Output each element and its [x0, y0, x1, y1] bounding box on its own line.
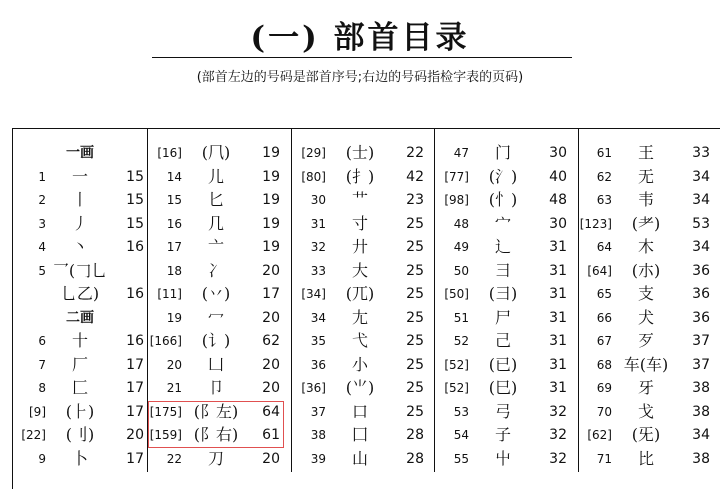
radical-char: (阝右) [193, 425, 239, 444]
page-number: 25 [406, 286, 424, 302]
page-number: 28 [406, 427, 424, 443]
radical-number: 20 [166, 357, 182, 372]
radical-number: [77] [444, 169, 469, 184]
radical-row [580, 142, 714, 164]
radical-char: 小 [351, 354, 368, 374]
radical-number: [29] [301, 146, 326, 160]
radical-number: 33 [310, 263, 326, 278]
page-number: 62 [262, 333, 280, 349]
radical-row [14, 448, 148, 470]
page-number: 38 [692, 403, 710, 420]
radical-char: 犬 [637, 307, 654, 327]
radical-char: 口 [351, 401, 368, 421]
radical-char: 牙 [637, 378, 654, 397]
radical-number: 37 [310, 404, 326, 419]
radical-number: 17 [166, 240, 182, 254]
page-number: 28 [406, 450, 424, 467]
radical-char: 卜 [71, 448, 88, 468]
radical-row [294, 166, 428, 188]
radical-row [14, 236, 148, 258]
radical-char: (⺇) [201, 143, 231, 162]
page-number: 17 [126, 450, 144, 467]
radical-row [150, 142, 284, 164]
radical-number: [9] [29, 404, 46, 419]
radical-number: [22] [21, 428, 46, 442]
radical-number: 6 [38, 334, 46, 348]
radical-char: (⺌) [345, 378, 375, 397]
radical-number: 16 [166, 216, 182, 231]
radical-number: 70 [596, 404, 612, 419]
radical-row [580, 330, 714, 352]
page-number: 25 [406, 239, 424, 255]
radical-row [150, 448, 284, 470]
radical-char: (朩) [631, 260, 661, 280]
radical-row [437, 448, 571, 470]
radical-number: 32 [310, 240, 326, 254]
radical-row [437, 283, 571, 305]
page-number: 25 [406, 356, 424, 373]
radical-row [150, 189, 284, 211]
radical-number: 49 [453, 240, 469, 254]
radical-row [294, 354, 428, 376]
radical-char: 冖 [207, 307, 224, 327]
radical-row [437, 236, 571, 258]
radical-char: 支 [637, 284, 654, 303]
radical-char: 凵 [207, 354, 224, 374]
radical-char: (巳) [488, 378, 518, 397]
radical-row [437, 401, 571, 423]
page-number: 31 [549, 333, 567, 349]
radical-row [294, 283, 428, 305]
page-number: 37 [692, 333, 710, 349]
stroke-count-label: 二画 [66, 309, 94, 326]
radical-number: [34] [301, 287, 326, 301]
radical-row [580, 166, 714, 188]
page-number: 42 [406, 168, 424, 185]
page-number: 17 [126, 380, 144, 396]
page-number: 32 [549, 403, 567, 420]
radical-number: 54 [453, 428, 469, 442]
radical-number: 1 [38, 169, 46, 184]
radical-char: (⺊) [65, 401, 95, 421]
radical-number: 30 [310, 193, 326, 207]
radical-char: 彐 [494, 260, 511, 280]
page-title: (一) 部首目录 [250, 20, 470, 56]
page-number: 31 [549, 286, 567, 302]
radical-number: 62 [596, 169, 612, 184]
radical-char: 屮 [494, 448, 511, 468]
radical-number: 31 [310, 216, 326, 231]
radical-number: 48 [453, 216, 469, 231]
radical-number: [16] [157, 146, 182, 160]
page-number: 19 [262, 145, 280, 161]
radical-number: 21 [166, 381, 182, 395]
radical-row [294, 189, 428, 211]
radical-row [437, 354, 571, 376]
radical-char: 韦 [637, 190, 654, 209]
radical-number: [52] [444, 357, 469, 372]
radical-char: 冫 [207, 260, 224, 280]
page-number: 32 [549, 427, 567, 443]
radical-number: 68 [596, 357, 612, 372]
radical-row [437, 213, 571, 235]
radical-char: 大 [351, 260, 368, 280]
radical-char: 木 [637, 237, 654, 256]
radical-row [150, 377, 284, 399]
radical-char: (丷) [201, 284, 231, 303]
page-number: 16 [126, 239, 144, 255]
radical-row [437, 189, 571, 211]
radical-row [294, 401, 428, 423]
radical-char: 几 [207, 213, 224, 233]
radical-number: [52] [444, 381, 469, 395]
radical-row [14, 377, 148, 399]
radical-number: [159] [149, 428, 182, 442]
radical-row [437, 424, 571, 446]
page-number: 20 [262, 309, 280, 326]
radical-char: 车(⻋) [623, 354, 669, 374]
page-number: 48 [549, 192, 567, 208]
page-number: 17 [126, 356, 144, 373]
stroke-count-heading [14, 142, 148, 164]
radical-row [580, 307, 714, 329]
page-number: 25 [406, 333, 424, 349]
radical-char: (讠) [201, 331, 231, 350]
radical-number: 18 [166, 263, 182, 278]
radical-char: 王 [637, 143, 654, 162]
radical-char: 乚乙) [60, 284, 100, 303]
radical-number: 64 [596, 240, 612, 254]
radical-char: 刀 [207, 448, 224, 468]
radical-number: 39 [310, 451, 326, 466]
radical-char: 丿 [71, 213, 88, 233]
radical-char: 戈 [637, 401, 654, 421]
radical-char: (⺕) [488, 284, 518, 303]
radical-row [580, 377, 714, 399]
radical-char: (已) [488, 354, 518, 374]
page-number: 15 [126, 168, 144, 185]
page-subtitle: (部首左边的号码是部首序号;右边的号码指检字表的页码) [196, 70, 524, 85]
page-number: 38 [692, 450, 710, 467]
radical-row [150, 354, 284, 376]
page-number: 30 [549, 215, 567, 232]
page-number: 64 [262, 403, 280, 420]
radical-row [580, 213, 714, 235]
radical-number: 2 [38, 193, 46, 207]
radical-number: 19 [166, 310, 182, 325]
radical-row [580, 401, 714, 423]
page-number: 31 [549, 356, 567, 373]
radical-row [14, 424, 148, 446]
page-number: 36 [692, 262, 710, 279]
radical-row [294, 213, 428, 235]
radical-char: 尢 [351, 307, 368, 327]
radical-char: 山 [351, 448, 368, 468]
radical-char: 尸 [494, 307, 511, 327]
radical-char: 廾 [351, 237, 368, 256]
page-number: 15 [126, 192, 144, 208]
page-number: 20 [262, 262, 280, 279]
radical-row [14, 401, 148, 423]
radical-number: 3 [38, 216, 46, 231]
page-number: 36 [692, 286, 710, 302]
radical-row [437, 142, 571, 164]
page-number: 31 [549, 309, 567, 326]
radical-number: [11] [157, 287, 182, 301]
radical-row [437, 166, 571, 188]
page-number: 25 [406, 309, 424, 326]
radical-number: 15 [166, 193, 182, 207]
radical-number: 71 [596, 451, 612, 466]
radical-number: 9 [38, 451, 46, 466]
radical-row [437, 307, 571, 329]
radical-row [580, 283, 714, 305]
page-number: 38 [692, 380, 710, 396]
page-number: 36 [692, 309, 710, 326]
radical-row [150, 283, 284, 305]
radical-row [14, 189, 148, 211]
page-number: 20 [126, 427, 144, 443]
radical-number: 53 [453, 404, 469, 419]
radical-number: [175] [149, 404, 182, 419]
page-number: 20 [262, 356, 280, 373]
page-number: 31 [549, 380, 567, 396]
page-number: 16 [126, 286, 144, 302]
radical-row [294, 307, 428, 329]
radical-number: 5 [38, 263, 46, 278]
radical-row [580, 260, 714, 282]
page-number: 19 [262, 192, 280, 208]
radical-char: (忄) [488, 190, 518, 209]
radical-char: 一 [71, 166, 88, 186]
page-number: 53 [692, 215, 710, 232]
radical-char: 无 [637, 166, 654, 186]
radical-row [580, 189, 714, 211]
radical-char: 比 [637, 448, 654, 468]
radical-char: 丨 [71, 190, 88, 209]
page-number: 15 [126, 215, 144, 232]
radical-number: 8 [38, 381, 46, 395]
page-number: 61 [262, 427, 280, 443]
page-number: 40 [549, 168, 567, 185]
radical-char: 匕 [207, 190, 224, 209]
radical-row [437, 377, 571, 399]
highlight-box [148, 401, 284, 448]
radical-char: (刂) [65, 425, 95, 444]
radical-char: 宀 [494, 213, 511, 233]
page-number: 16 [126, 333, 144, 349]
radical-number: 55 [453, 451, 469, 466]
radical-row [14, 166, 148, 188]
radical-char: 厂 [71, 354, 88, 374]
radical-row [14, 330, 148, 352]
radical-char: 匚 [71, 378, 88, 397]
page-number: 30 [549, 145, 567, 161]
radical-number: 14 [166, 169, 182, 184]
stroke-count-label: 一画 [66, 145, 94, 161]
radical-char: (⺹) [631, 213, 661, 233]
page-number: 25 [406, 380, 424, 396]
radical-number: [166] [149, 334, 182, 348]
page-number: 31 [549, 262, 567, 279]
radical-number: 50 [453, 263, 469, 278]
page-number: 34 [692, 168, 710, 185]
radical-number: 66 [596, 310, 612, 325]
radical-number: [64] [587, 263, 612, 278]
radical-char: (氵) [488, 166, 518, 186]
radical-number: 22 [166, 451, 182, 466]
radical-row [150, 236, 284, 258]
radical-row [150, 260, 284, 282]
page-number: 34 [692, 427, 710, 443]
radical-char: (阝左) [193, 401, 239, 421]
radical-row [150, 166, 284, 188]
radical-number: 65 [596, 287, 612, 301]
page-number: 19 [262, 215, 280, 232]
title-underline [152, 57, 572, 58]
page-number: 33 [692, 145, 710, 161]
radical-char: 寸 [351, 213, 368, 233]
radical-number: 67 [596, 334, 612, 348]
radical-row [580, 448, 714, 470]
page-number: 25 [406, 403, 424, 420]
radical-number: [36] [301, 381, 326, 395]
radical-char: (兀) [345, 284, 375, 303]
radical-char: 歹 [637, 331, 654, 350]
radical-row [14, 283, 148, 305]
radical-row [294, 236, 428, 258]
radical-row [14, 354, 148, 376]
radical-number: [80] [301, 169, 326, 184]
radical-row [294, 377, 428, 399]
radical-row [14, 213, 148, 235]
radical-row [437, 260, 571, 282]
radical-number: [50] [444, 287, 469, 301]
page-number: 17 [126, 403, 144, 420]
radical-char: 十 [71, 331, 88, 350]
radical-char: 艹 [351, 190, 368, 209]
radical-char: 子 [494, 425, 511, 444]
page-number: 19 [262, 168, 280, 185]
page-number: 17 [262, 286, 280, 302]
page-number: 34 [692, 239, 710, 255]
radical-number: 34 [310, 310, 326, 325]
radical-row [150, 213, 284, 235]
radical-number: [123] [579, 216, 612, 231]
page-number: 34 [692, 192, 710, 208]
radical-number: 36 [310, 357, 326, 372]
radical-number: [98] [444, 193, 469, 207]
radical-row [150, 307, 284, 329]
page-number: 20 [262, 450, 280, 467]
radical-number: 4 [38, 240, 46, 254]
radical-number: 69 [596, 381, 612, 395]
radical-number: 63 [596, 193, 612, 207]
radical-number: 35 [310, 334, 326, 348]
stroke-count-heading [14, 307, 148, 329]
radical-row [150, 330, 284, 352]
radical-row [580, 354, 714, 376]
radical-char: 儿 [207, 166, 224, 186]
radical-char: 卩 [207, 378, 224, 397]
radical-row [580, 424, 714, 446]
radical-number: 47 [453, 146, 469, 160]
radical-char: (旡) [631, 425, 661, 444]
page-number: 25 [406, 262, 424, 279]
page-number: 20 [262, 380, 280, 396]
radical-number: [62] [587, 428, 612, 442]
page-number: 22 [406, 145, 424, 161]
radical-char: 己 [494, 331, 511, 350]
radical-char: (士) [345, 143, 375, 162]
radical-number: 52 [453, 334, 469, 348]
page-number: 32 [549, 450, 567, 467]
radical-number: 61 [596, 146, 612, 160]
radical-char: 丶 [71, 237, 88, 256]
radical-char: 辶 [494, 237, 511, 256]
radical-number: 51 [453, 310, 469, 325]
radical-number: 7 [38, 357, 46, 372]
radical-number: 38 [310, 428, 326, 442]
radical-char: 亠 [207, 237, 224, 256]
page-number: 37 [692, 356, 710, 373]
radical-row [437, 330, 571, 352]
radical-char: (扌) [345, 166, 375, 186]
radical-row [294, 142, 428, 164]
page-number: 25 [406, 215, 424, 232]
radical-row [580, 236, 714, 258]
radical-char: 弋 [351, 331, 368, 350]
page-number: 19 [262, 239, 280, 255]
radical-row [294, 260, 428, 282]
radical-row [14, 260, 148, 282]
radical-row [294, 330, 428, 352]
radical-char: 门 [494, 143, 511, 162]
radical-row [294, 424, 428, 446]
radical-char: 弓 [494, 401, 511, 421]
radical-char: 乛(𠃌乚 [52, 260, 108, 280]
page-number: 23 [406, 192, 424, 208]
page-number: 31 [549, 239, 567, 255]
radical-row [294, 448, 428, 470]
radical-char: 囗 [351, 425, 368, 444]
